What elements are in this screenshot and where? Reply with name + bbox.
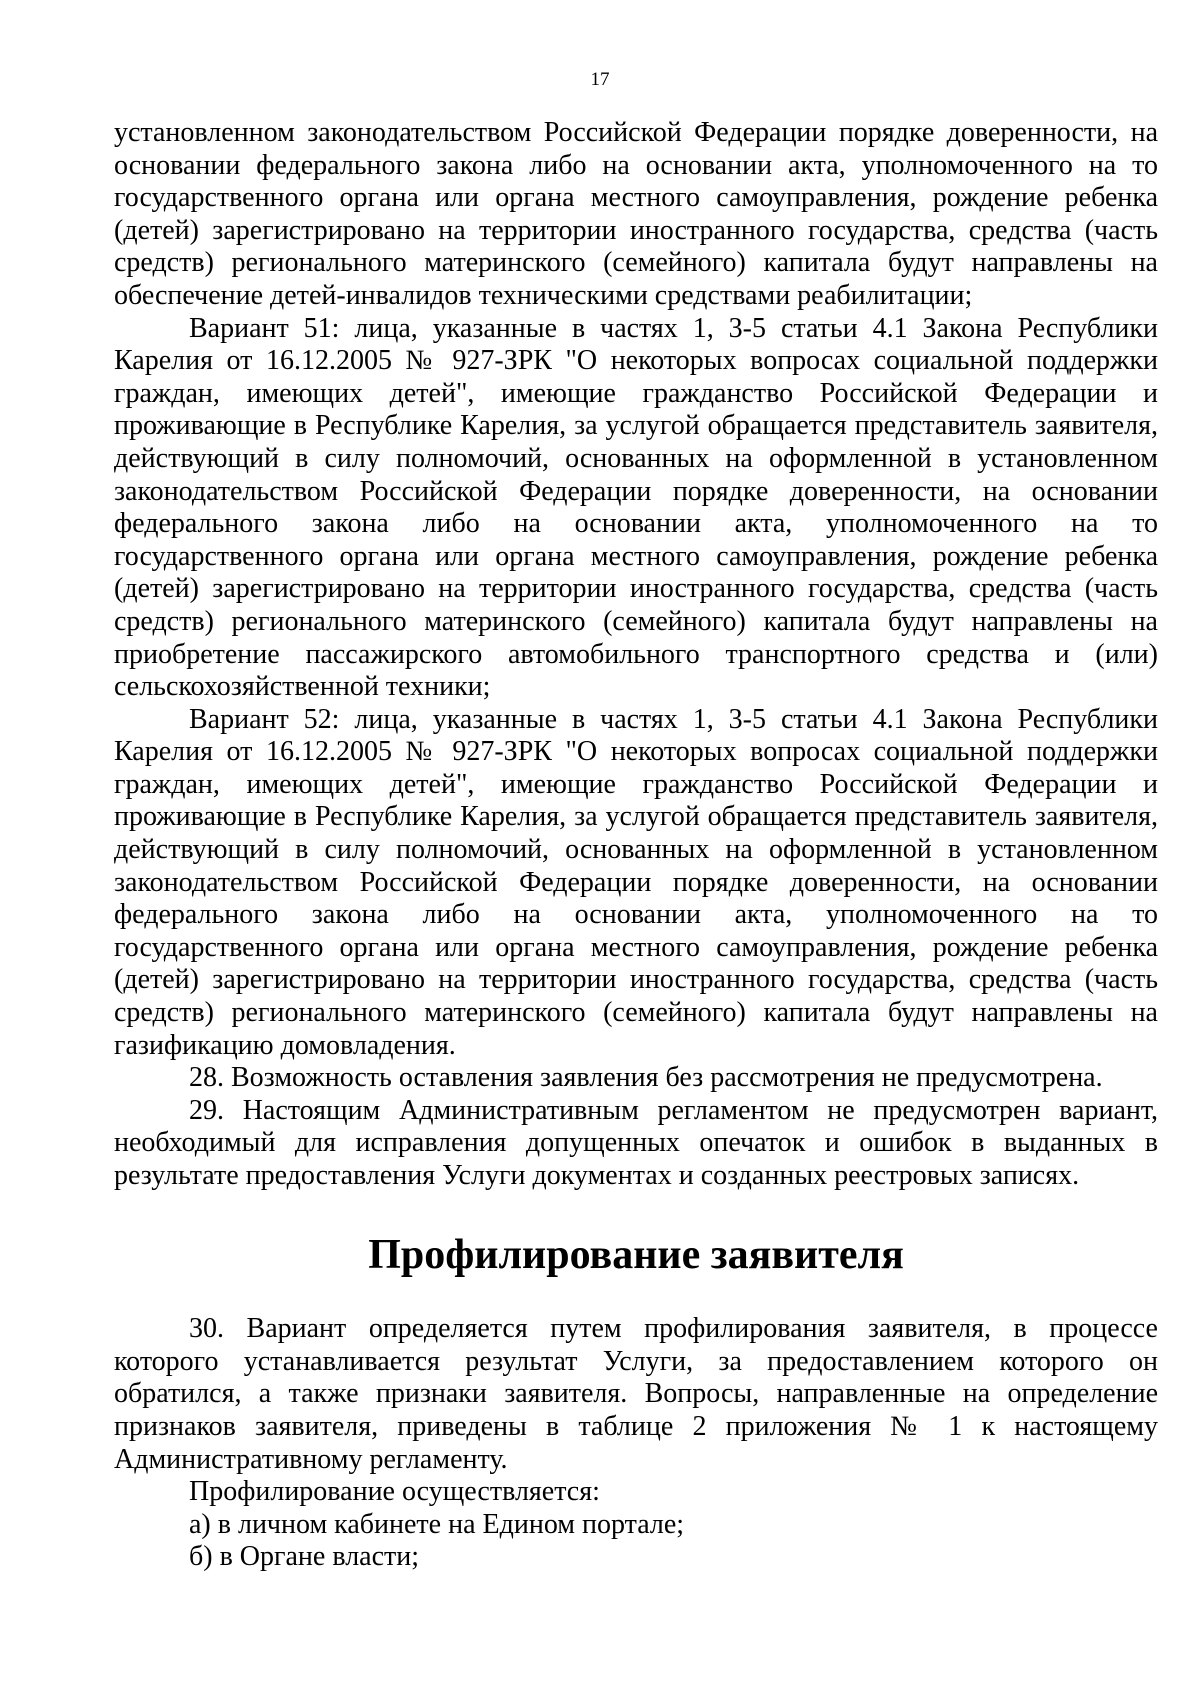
- paragraph-continuation: установленном законодательством Российской Федерации порядке доверенности, на основании федерального закона либо на основании акта, уполномоченного на то государственного органа или органа местного самоуправления, рождение ребенка (детей) зарегистрировано на территории иностранного государства, средства (часть средств) регионального материнского (семейного) капитала будут направлены на обеспечение детей-инвалидов техническими средствами реабилитации;: [114, 117, 1158, 311]
- page-number: 17: [590, 69, 610, 90]
- list-item-b: б) в Органе власти;: [189, 1541, 420, 1573]
- paragraph-profiling-intro: Профилирование осуществляется:: [189, 1476, 600, 1508]
- paragraph-variant-51: Вариант 51: лица, указанные в частях 1, 3-5 статьи 4.1 Закона Республики Карелия от 16.12.2005 № 927-ЗРК "О некоторых вопросах социальной поддержки граждан, имеющих детей", имеющие гражданство Российской Федерации и проживающие в Республике Карелия, за услугой обращается представитель заявителя, действующий в силу полномочий, основанных на оформленной в установленном законодательством Российской Федерации порядке доверенности, на основании федерального закона либо на основании акта, уполномоченного на то государственного органа или органа местного самоуправления, рождение ребенка (детей) зарегистрировано на территории иностранного государства, средства (часть средств) регионального материнского (семейного) капитала будут направлены на приобретение пассажирского автомобильного транспортного средства и (или) сельскохозяйственной техники;: [114, 312, 1158, 703]
- paragraph-item-29: 29. Настоящим Административным регламентом не предусмотрен вариант, необходимый для исправления допущенных опечаток и ошибок в выданных в результате предоставления Услуги документах и созданных реестровых записях.: [114, 1094, 1158, 1191]
- paragraph-item-28: 28. Возможность оставления заявления без рассмотрения не предусмотрена.: [189, 1062, 1103, 1094]
- section-heading: Профилирование заявителя: [368, 1231, 904, 1278]
- paragraph-variant-52: Вариант 52: лица, указанные в частях 1, 3-5 статьи 4.1 Закона Республики Карелия от 16.12.2005 № 927-ЗРК "О некоторых вопросах социальной поддержки граждан, имеющих детей", имеющие гражданство Российской Федерации и проживающие в Республике Карелия, за услугой обращается представитель заявителя, действующий в силу полномочий, основанных на оформленной в установленном законодательством Российской Федерации порядке доверенности, на основании федерального закона либо на основании акта, уполномоченного на то государственного органа или органа местного самоуправления, рождение ребенка (детей) зарегистрировано на территории иностранного государства, средства (часть средств) регионального материнского (семейного) капитала будут направлены на газификацию домовладения.: [114, 703, 1158, 1061]
- document-body: [114, 117, 1158, 1574]
- list-item-a: а) в личном кабинете на Едином портале;: [189, 1508, 685, 1540]
- paragraph-item-30: 30. Вариант определяется путем профилирования заявителя, в процессе которого устанавливается результат Услуги, за предоставлением которого он обратился, а также признаки заявителя. Вопросы, направленные на определение признаков заявителя, приведены в таблице 2 приложения № 1 к настоящему Административному регламенту.: [114, 1313, 1158, 1475]
